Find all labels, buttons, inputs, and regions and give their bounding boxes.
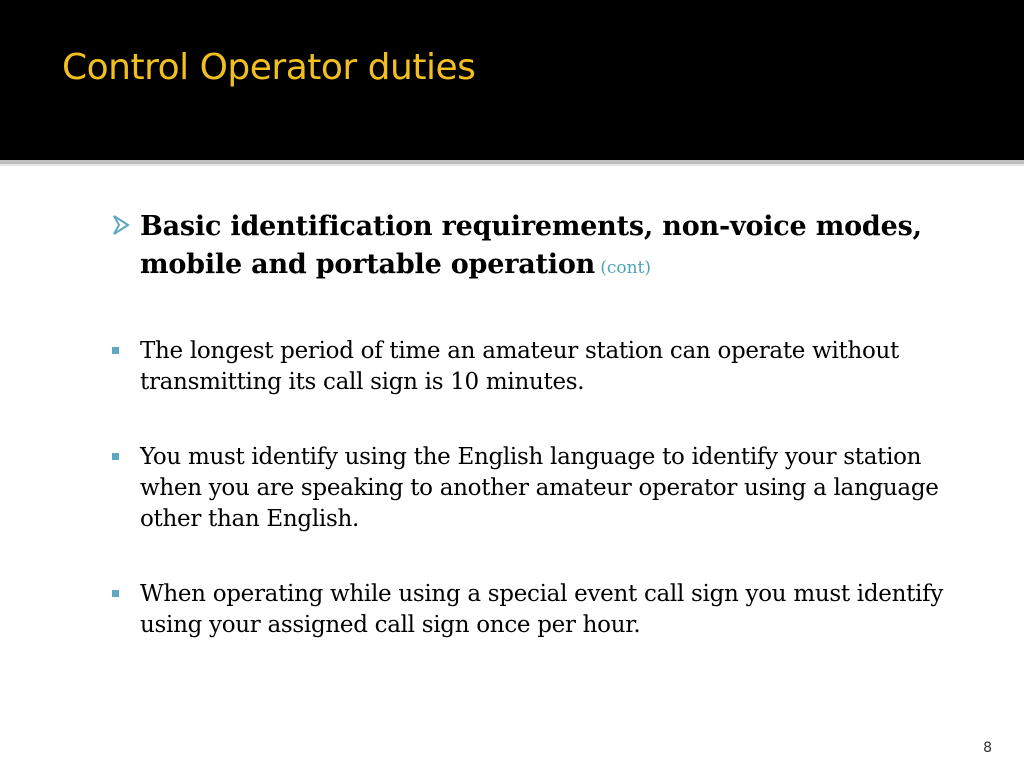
slide-body <box>110 208 970 685</box>
square-bullet-icon <box>112 453 119 460</box>
bullet-text: When operating while using a special event call sign you must identify using your assigned call sign once per hour. <box>140 581 944 638</box>
arrow-bullet-icon <box>110 210 134 240</box>
bullet-item <box>110 579 970 641</box>
square-bullet-icon <box>112 347 119 354</box>
square-bullet-icon <box>112 590 119 597</box>
page-number: 8 <box>983 740 992 756</box>
slide-title: Control Operator duties <box>62 47 476 88</box>
section-heading-text: Basic identification requirements, non-voice modes, mobile and portable operation <box>140 211 922 280</box>
section-heading <box>110 208 970 284</box>
title-bar <box>0 0 1024 160</box>
bullet-text: The longest period of time an amateur station can operate without transmitting its call sign is 10 minutes. <box>140 338 899 395</box>
bullet-item <box>110 336 970 398</box>
continued-label: (cont) <box>600 258 652 278</box>
title-divider-shadow <box>0 164 1024 166</box>
bullet-text: You must identify using the English language to identify your station when you are speaking to another amateur operator using a language other than English. <box>140 444 939 532</box>
bullet-item <box>110 442 970 535</box>
